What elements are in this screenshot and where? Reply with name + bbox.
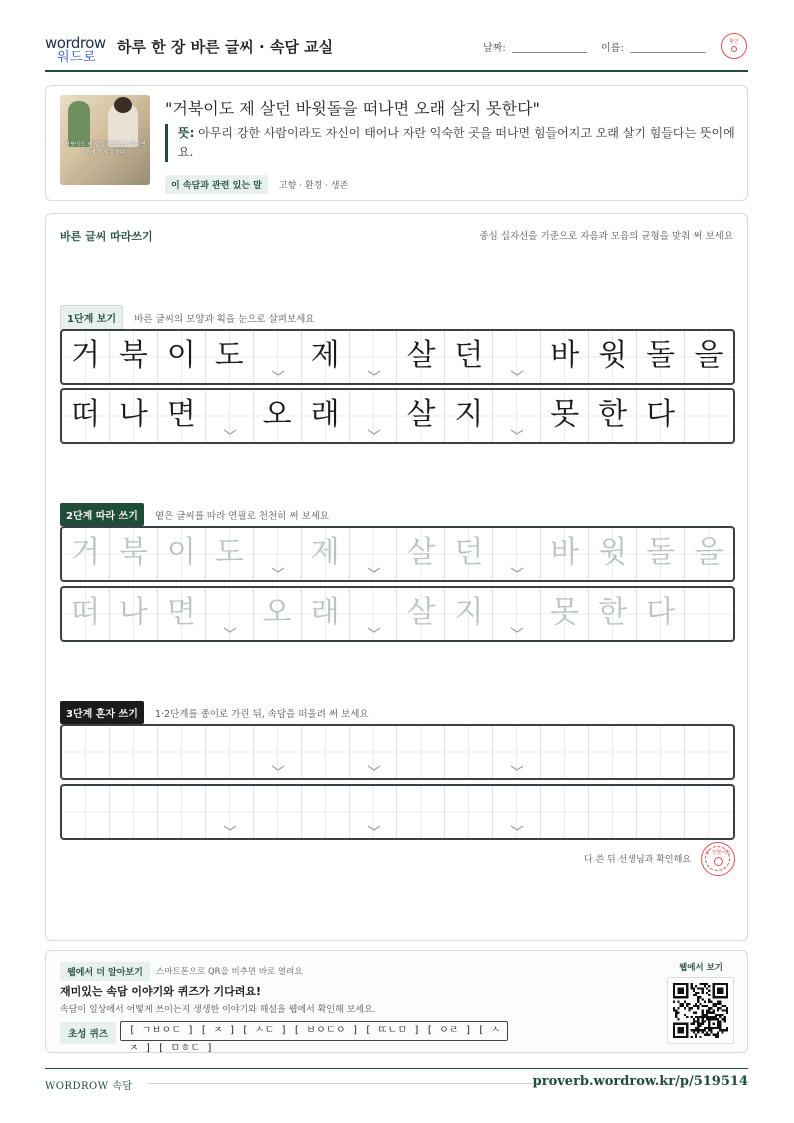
grid-cell <box>541 390 589 442</box>
well-done-stamp-text: 참 잘했어요 <box>705 850 731 856</box>
illustration-caption: 거북이도 제 살던 바윗돌을 떠나면 오래 살지 못한다 <box>64 142 146 157</box>
grid-char: 거 <box>70 338 100 373</box>
grid-cell[interactable] <box>398 588 446 640</box>
grid-char: 래 <box>310 595 340 630</box>
step-1-desc: 바른 글씨의 모양과 획을 눈으로 살펴보세요 <box>134 313 315 325</box>
logo-text-bottom: 워드로 <box>57 50 97 65</box>
grid-cell-space[interactable] <box>493 588 541 640</box>
grid-cell <box>62 331 110 383</box>
step-3-header <box>60 701 369 721</box>
date-field[interactable] <box>512 52 587 53</box>
grid-char: 이 <box>166 338 196 373</box>
web-subtext: 속담이 일상에서 어떻게 쓰이는지 생생한 이야기와 해설을 웹에서 확인해 보세요. <box>60 1005 376 1015</box>
step-3-badge: 3단계 혼자 쓰기 <box>60 701 144 724</box>
grid-cell[interactable] <box>110 528 158 580</box>
grid-cell[interactable] <box>445 726 493 778</box>
grid-char: 못 <box>550 595 580 630</box>
teacher-confirm-text: 다 쓴 뒤 선생님과 확인해요 <box>583 855 691 865</box>
grid-char: 제 <box>310 338 340 373</box>
grid-cell-space <box>493 331 541 383</box>
grid-cell[interactable] <box>254 588 302 640</box>
space-mark-icon <box>509 566 525 574</box>
grid-cell[interactable] <box>589 726 637 778</box>
grid-char: 살 <box>406 535 436 570</box>
related-words <box>165 174 348 192</box>
grid-cell <box>110 331 158 383</box>
grid-cell[interactable] <box>541 588 589 640</box>
grid-cell-space[interactable] <box>254 528 302 580</box>
grid-cell[interactable] <box>589 786 637 838</box>
grid-cell[interactable] <box>302 726 350 778</box>
grid-cell[interactable] <box>637 588 685 640</box>
grid-cell[interactable] <box>62 588 110 640</box>
proverb-meaning <box>165 124 735 162</box>
grid-char: 바 <box>550 535 580 570</box>
name-field[interactable] <box>630 52 706 53</box>
grid-cell[interactable] <box>685 726 733 778</box>
meaning-label: 뜻: <box>178 126 195 140</box>
grid-cell <box>302 331 350 383</box>
grid-char: 제 <box>310 535 340 570</box>
grid-cell[interactable] <box>110 726 158 778</box>
grid-char: 던 <box>454 338 484 373</box>
grid-cell <box>302 390 350 442</box>
grid-cell[interactable] <box>685 528 733 580</box>
grid-char: 도 <box>214 338 244 373</box>
grid-cell[interactable] <box>110 588 158 640</box>
grid-cell <box>398 390 446 442</box>
grid-char: 다 <box>646 397 676 432</box>
grid-char: 지 <box>454 397 484 432</box>
grid-cell <box>589 390 637 442</box>
view-row-2 <box>60 388 735 444</box>
free-write-row-2[interactable] <box>60 784 735 840</box>
grid-cell <box>637 331 685 383</box>
grid-char: 윗 <box>598 535 628 570</box>
grid-cell[interactable] <box>254 786 302 838</box>
grid-char: 떠 <box>70 397 100 432</box>
grid-cell[interactable] <box>445 588 493 640</box>
grid-char: 나 <box>118 397 148 432</box>
grid-char: 한 <box>598 595 628 630</box>
space-mark-icon <box>222 428 238 436</box>
chosung-quiz: [ ㄱㅂㅇㄷ ] [ ㅈ ] [ ㅅㄷ ] [ ㅂㅇㄷㅇ ] [ ㄸㄴㅁ ] [ ㅇㄹ ] [ ㅅㅈ ] [ ㅁㅎㄷ ] <box>120 1021 508 1041</box>
grid-char: 거 <box>70 535 100 570</box>
space-mark-icon <box>509 764 525 772</box>
grid-cell[interactable] <box>158 726 206 778</box>
free-write-row-1[interactable] <box>60 724 735 780</box>
space-mark-icon <box>270 566 286 574</box>
date-label: 날짜: <box>483 43 506 54</box>
grid-cell[interactable] <box>541 726 589 778</box>
grid-cell[interactable] <box>398 786 446 838</box>
grid-cell-space[interactable] <box>206 588 254 640</box>
grid-cell-space[interactable] <box>206 786 254 838</box>
footer-divider <box>45 1068 748 1069</box>
grid-char: 오 <box>262 595 292 630</box>
grid-cell <box>589 331 637 383</box>
grid-cell-space[interactable] <box>254 726 302 778</box>
grid-cell[interactable] <box>206 528 254 580</box>
grid-char: 북 <box>118 338 148 373</box>
footer-rule <box>148 1083 540 1084</box>
grid-char: 래 <box>310 397 340 432</box>
grid-char: 살 <box>406 595 436 630</box>
grid-char: 못 <box>550 397 580 432</box>
practice-title: 바른 글씨 따라쓰기 <box>60 230 153 243</box>
grid-cell[interactable] <box>158 786 206 838</box>
grid-cell <box>158 331 206 383</box>
trace-row-1[interactable] <box>60 526 735 582</box>
space-mark-icon <box>222 824 238 832</box>
grid-cell-space <box>350 331 398 383</box>
grid-char: 바 <box>550 338 580 373</box>
grid-cell[interactable] <box>110 786 158 838</box>
grid-cell[interactable] <box>398 528 446 580</box>
step-1-header <box>60 305 314 325</box>
grid-cell[interactable] <box>541 786 589 838</box>
grid-char: 윗 <box>598 338 628 373</box>
grid-cell[interactable] <box>589 588 637 640</box>
page-title: 하루 한 장 바른 글씨 · 속담 교실 <box>117 38 334 56</box>
step-2-desc: 옅은 글씨를 따라 연필로 천천히 써 보세요 <box>154 510 330 522</box>
grid-cell[interactable] <box>302 588 350 640</box>
step-2-badge: 2단계 따라 쓰기 <box>60 503 144 526</box>
grid-cell-space[interactable] <box>685 588 733 640</box>
practice-hint: 중심 십자선을 기준으로 자음과 모음의 균형을 맞춰 써 보세요 <box>479 231 733 242</box>
logo-text-top: wordrow <box>45 34 106 52</box>
footer-brand: WORDROW 속담 <box>45 1081 133 1092</box>
space-mark-icon <box>509 369 525 377</box>
grid-cell-space[interactable] <box>685 786 733 838</box>
grid-cell <box>541 331 589 383</box>
grid-cell[interactable] <box>445 786 493 838</box>
qr-label: 웹에서 보기 <box>678 963 723 973</box>
grid-char: 면 <box>166 595 196 630</box>
grid-cell <box>206 331 254 383</box>
space-mark-icon <box>366 369 382 377</box>
grid-cell[interactable] <box>206 726 254 778</box>
grid-cell[interactable] <box>541 528 589 580</box>
page-header <box>45 28 748 72</box>
grid-cell[interactable] <box>589 528 637 580</box>
grid-cell-space <box>254 331 302 383</box>
grid-cell <box>254 390 302 442</box>
name-label: 이름: <box>601 43 624 54</box>
grid-cell <box>637 390 685 442</box>
grid-char: 다 <box>646 595 676 630</box>
space-mark-icon <box>222 626 238 634</box>
step-1-badge: 1단계 보기 <box>60 305 123 330</box>
proverb-card <box>45 85 748 201</box>
grid-char: 도 <box>214 535 244 570</box>
grid-cell <box>398 331 446 383</box>
grid-char: 돌 <box>646 338 676 373</box>
check-stamp-icon <box>721 33 747 59</box>
grid-char: 오 <box>262 397 292 432</box>
step-2-header <box>60 503 329 523</box>
grid-cell-space[interactable] <box>350 786 398 838</box>
grid-cell-space <box>206 390 254 442</box>
footer-url-link[interactable]: proverb.wordrow.kr/p/519514 <box>532 1074 748 1089</box>
grid-char: 을 <box>694 338 724 373</box>
meaning-text: 아무리 강한 사람이라도 자신이 태어나 자란 익숙한 곳을 떠나면 힘들어지고 오래 살기 힘들다는 뜻이에요. <box>178 126 735 159</box>
related-words-list: 고향 · 환경 · 생존 <box>278 181 349 191</box>
grid-cell <box>62 390 110 442</box>
grid-char: 지 <box>454 595 484 630</box>
check-stamp-text: 확인 <box>729 39 739 45</box>
space-mark-icon <box>366 824 382 832</box>
practice-section <box>45 213 748 941</box>
grid-char: 을 <box>694 535 724 570</box>
space-mark-icon <box>270 764 286 772</box>
grid-cell[interactable] <box>158 588 206 640</box>
grid-cell <box>685 331 733 383</box>
grid-cell-space <box>685 390 733 442</box>
grid-cell[interactable] <box>302 528 350 580</box>
grid-cell[interactable] <box>62 726 110 778</box>
grid-char: 살 <box>406 397 436 432</box>
grid-cell-space[interactable] <box>493 786 541 838</box>
grid-cell <box>110 390 158 442</box>
grid-cell[interactable] <box>302 786 350 838</box>
quiz-label: 초성 퀴즈 <box>60 1022 116 1044</box>
grid-cell[interactable] <box>637 528 685 580</box>
grid-cell <box>158 390 206 442</box>
space-mark-icon <box>366 764 382 772</box>
proverb-title: "거북이도 제 살던 바윗돌을 떠나면 오래 살지 못한다" <box>165 99 540 118</box>
qr-code-icon[interactable] <box>667 977 734 1044</box>
grid-char: 한 <box>598 397 628 432</box>
grid-char: 돌 <box>646 535 676 570</box>
proverb-illustration <box>60 95 150 185</box>
space-mark-icon <box>366 428 382 436</box>
grid-cell-space <box>350 390 398 442</box>
well-done-stamp-icon <box>701 842 735 876</box>
space-mark-icon <box>366 566 382 574</box>
grid-char: 살 <box>406 338 436 373</box>
grid-cell <box>445 331 493 383</box>
grid-cell-space[interactable] <box>493 528 541 580</box>
view-row-1 <box>60 329 735 385</box>
grid-cell-space[interactable] <box>493 726 541 778</box>
grid-cell-space <box>493 390 541 442</box>
web-more-card <box>45 950 748 1053</box>
web-headline: 재미있는 속담 이야기와 퀴즈가 기다려요! <box>60 985 261 998</box>
grid-char: 떠 <box>70 595 100 630</box>
grid-cell[interactable] <box>637 786 685 838</box>
web-more-tag: 웹에서 더 알아보기 <box>60 962 150 981</box>
grid-cell[interactable] <box>398 726 446 778</box>
web-more-desc: 스마트폰으로 QR을 비추면 바로 열려요 <box>156 967 303 977</box>
related-label: 이 속담과 관련 있는 말 <box>165 175 268 194</box>
grid-cell <box>445 390 493 442</box>
space-mark-icon <box>509 824 525 832</box>
grid-cell-space[interactable] <box>350 726 398 778</box>
space-mark-icon <box>509 428 525 436</box>
grid-cell[interactable] <box>62 786 110 838</box>
trace-row-2[interactable] <box>60 586 735 642</box>
grid-cell[interactable] <box>158 528 206 580</box>
space-mark-icon <box>270 369 286 377</box>
space-mark-icon <box>509 626 525 634</box>
grid-cell[interactable] <box>62 528 110 580</box>
grid-cell-space[interactable] <box>350 588 398 640</box>
space-mark-icon <box>366 626 382 634</box>
grid-cell[interactable] <box>637 726 685 778</box>
grid-char: 나 <box>118 595 148 630</box>
grid-char: 던 <box>454 535 484 570</box>
grid-cell[interactable] <box>445 528 493 580</box>
wordrow-logo[interactable] <box>45 34 109 64</box>
grid-char: 북 <box>118 535 148 570</box>
grid-char: 면 <box>166 397 196 432</box>
grid-char: 이 <box>166 535 196 570</box>
step-3-desc: 1·2단계를 종이로 가린 뒤, 속담을 떠올려 써 보세요 <box>154 708 369 720</box>
grid-cell-space[interactable] <box>350 528 398 580</box>
